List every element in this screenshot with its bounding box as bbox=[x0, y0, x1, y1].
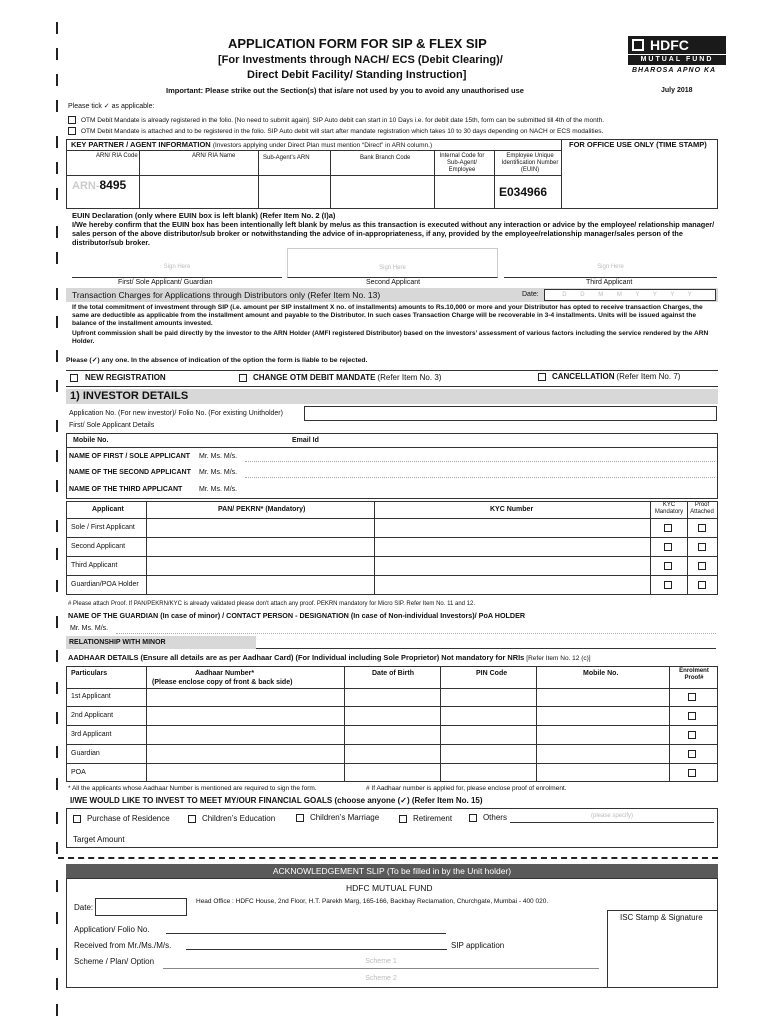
goal-checkbox[interactable] bbox=[73, 815, 81, 823]
name1-label: NAME OF FIRST / SOLE APPLICANT bbox=[69, 453, 191, 460]
euin-text: I/We hereby confirm that the EUIN box has been intentionally left blank by me/us as this transaction is executed without any interaction or advice by the employee/ relationship manager/ sales person of the above distributor/sub broker or notwithstanding the advice of in-appropriateness, if any, provided by the employee/relationship manager/sales person of the distributor/sub broker. bbox=[72, 220, 715, 247]
office-use-heading: FOR OFFICE USE ONLY (TIME STAMP) bbox=[569, 140, 707, 149]
transaction-date-label: Date: bbox=[522, 291, 539, 298]
isc-label: ISC Stamp & Signature bbox=[620, 913, 703, 922]
relationship-field[interactable] bbox=[256, 636, 716, 649]
form-title: APPLICATION FORM FOR SIP & FLEX SIP bbox=[228, 36, 487, 51]
options-intro: Please (✓) any one. In the absence of indication of the option the form is liable to be rejected. bbox=[66, 357, 368, 364]
kyc-checkbox[interactable] bbox=[664, 524, 672, 532]
sign-box-third[interactable]: Sign Here bbox=[504, 248, 717, 278]
app-no-field[interactable] bbox=[304, 406, 717, 421]
kyc-row-label: Third Applicant bbox=[71, 562, 118, 569]
ack-scheme2-field[interactable]: Scheme 2 bbox=[365, 975, 397, 982]
enrolment-checkbox[interactable] bbox=[688, 731, 696, 739]
ack-scheme-label: Scheme / Plan/ Option bbox=[74, 957, 155, 966]
col-pin: PIN Code bbox=[476, 670, 508, 677]
cut-line bbox=[58, 857, 718, 859]
col-aadhaar-number: Aadhaar Number* bbox=[195, 670, 255, 677]
investor-heading: 1) INVESTOR DETAILS bbox=[70, 390, 189, 402]
goal-checkbox[interactable] bbox=[399, 815, 407, 823]
col-subagent: Sub-Agent’s ARN bbox=[263, 155, 310, 161]
enrolment-checkbox[interactable] bbox=[688, 750, 696, 758]
kyc-checkbox[interactable] bbox=[664, 581, 672, 589]
goal-marriage[interactable]: Children’s Marriage bbox=[296, 814, 379, 822]
transaction-heading: Transaction Charges for Applications through Distributors only (Refer Item No. 13) bbox=[72, 290, 381, 300]
goal-education[interactable]: Children’s Education bbox=[188, 815, 275, 823]
col-kyc-mandatory: KYC Mandatory bbox=[654, 502, 684, 515]
mobile-field[interactable] bbox=[112, 434, 292, 446]
name1-titles: Mr. Ms. M/s. bbox=[199, 453, 238, 460]
aadhaar-row-label: POA bbox=[71, 769, 86, 776]
col-applicant: Applicant bbox=[92, 506, 124, 513]
tick-option-registered[interactable]: OTM Debit Mandate is already registered in the folio. [No need to submit again]. SIP Auto debit can start in 10 Days i.e. for debit date 15th, form can be submitted till 4th of the month. bbox=[68, 116, 604, 125]
form-subtitle-1: [For Investments through NACH/ ECS (Debit Clearing)/ bbox=[218, 54, 503, 66]
euin-field[interactable]: E034966 bbox=[499, 185, 548, 199]
euin-heading: EUIN Declaration (only where EUIN box is left blank) (Refer Item No. 2 (I)a) bbox=[72, 211, 336, 220]
sign-label-first: First/ Sole Applicant/ Guardian bbox=[118, 279, 213, 286]
important-note: Important: Please strike out the Section(s) that is/are not used by you to avoid any unauthorised use bbox=[166, 86, 524, 95]
col-proof: Proof Attached bbox=[690, 502, 714, 515]
tick-option-attached[interactable]: OTM Debit Mandate is attached and to be registered in the folio. SIP Auto debit will start after mandate registration which takes 10 to 30 days depending on NACH or ECS modalities. bbox=[68, 127, 603, 136]
kyc-note: # Please attach Proof. If PAN/PEKRN/KYC is already validated please don't attach any proof. PEKRN mandatory for Micro SIP. Refer Item No. 11 and 12. bbox=[68, 601, 476, 607]
proof-checkbox[interactable] bbox=[698, 581, 706, 589]
col-mobile: Mobile No. bbox=[583, 670, 619, 677]
name2-label: NAME OF THE SECOND APPLICANT bbox=[69, 469, 191, 476]
aadhaar-heading: AADHAAR DETAILS (Ensure all details are as per Aadhaar Card) (For Individual including Sole Proprietor) Not mandatory for NRIs [Refer Item No. 12 (c)] bbox=[68, 653, 591, 662]
transaction-text-2: Upfront commission shall be paid directly by the investor to the ARN Holder (AMFI registered Distributor) based on the investors’ assessment of various factors including the service rendered by the ARN Holder. bbox=[72, 330, 709, 346]
col-bank: Bank Branch Code bbox=[360, 155, 411, 161]
col-internal: Internal Code for Sub-Agent/ Employee bbox=[439, 153, 485, 173]
aadhaar-note-2: # If Aadhaar number is applied for, please enclose proof of enrolment. bbox=[366, 785, 567, 792]
col-dob: Date of Birth bbox=[372, 670, 414, 677]
goal-checkbox[interactable] bbox=[296, 814, 304, 822]
proof-checkbox[interactable] bbox=[698, 543, 706, 551]
email-label: Email Id bbox=[292, 437, 319, 444]
hdfc-square-icon bbox=[632, 39, 644, 51]
aadhaar-row-label: 3rd Applicant bbox=[71, 731, 112, 738]
change-mandate-checkbox[interactable] bbox=[239, 374, 247, 382]
tick-checkbox[interactable] bbox=[68, 116, 76, 124]
target-amount-label: Target Amount bbox=[73, 835, 125, 844]
kyc-table bbox=[66, 501, 718, 595]
ack-date-label: Date: bbox=[74, 903, 94, 912]
ack-app-no-label: Application/ Folio No. bbox=[74, 925, 150, 934]
aadhaar-row-label: 2nd Applicant bbox=[71, 712, 114, 719]
col-particulars: Particulars bbox=[71, 670, 108, 677]
sole-details-label: First/ Sole Applicant Details bbox=[69, 422, 155, 429]
tick-intro: Please tick ✓ as applicable: bbox=[68, 103, 155, 110]
col-aadhaar-note: (Please enclose copy of front & back side) bbox=[152, 679, 293, 686]
kyc-row-label: Second Applicant bbox=[71, 543, 126, 550]
col-arn: ARN/ RIA Code bbox=[96, 153, 138, 159]
arn-field[interactable]: ARN-8495 bbox=[72, 178, 127, 192]
sign-label-third: Third Applicant bbox=[586, 279, 633, 286]
enrolment-checkbox[interactable] bbox=[688, 712, 696, 720]
proof-checkbox[interactable] bbox=[698, 524, 706, 532]
kyc-row-label: Guardian/POA Holder bbox=[71, 581, 139, 588]
cancellation-checkbox[interactable] bbox=[538, 373, 546, 381]
option-cancellation[interactable]: CANCELLATION (Refer Item No. 7) bbox=[538, 373, 680, 381]
tick-checkbox[interactable] bbox=[68, 127, 76, 135]
transaction-date-field[interactable]: D D M M Y Y Y Y bbox=[544, 289, 716, 301]
guardian-field[interactable] bbox=[116, 623, 716, 634]
name3-label: NAME OF THE THIRD APPLICANT bbox=[69, 486, 183, 493]
enrolment-checkbox[interactable] bbox=[688, 693, 696, 701]
mobile-label: Mobile No. bbox=[73, 437, 109, 444]
option-new-registration[interactable]: NEW REGISTRATION bbox=[70, 374, 166, 382]
goal-retirement[interactable]: Retirement bbox=[399, 815, 452, 823]
sign-box-second[interactable]: Sign Here bbox=[287, 248, 498, 278]
name3-field[interactable] bbox=[245, 484, 715, 495]
ack-bar: ACKNOWLEDGEMENT SLIP (To be filled in by the Unit holder) bbox=[66, 864, 718, 878]
kyc-row-label: Sole / First Applicant bbox=[71, 524, 135, 531]
goal-others[interactable]: Others bbox=[469, 814, 507, 822]
goals-heading: I/WE WOULD LIKE TO INVEST TO MEET MY/OUR FINANCIAL GOALS (choose anyone (✓) (Refer Item No. 15) bbox=[70, 796, 483, 805]
aadhaar-note-1: * All the applicants whose Aadhaar Number is mentioned are required to sign the form. bbox=[68, 785, 317, 792]
ack-date-field[interactable] bbox=[95, 898, 187, 916]
sign-box-first[interactable]: Sign Here bbox=[72, 248, 282, 278]
ack-sip-label: SIP application bbox=[451, 941, 505, 950]
others-field[interactable]: (please specify) bbox=[510, 813, 714, 823]
transaction-text-1: If the total commitment of investment through SIP (i.e. amount per SIP installment X no. of installments) amounts to Rs.10,000 or more and your Distributor has opted to receive transaction Charges, the same are deductible as applicable from the installment amount and payable to the Distributor. In such cases Transaction Charge will be recoverable in 3-4 installments. Units will be issued against the balance of the installment amounts invested. bbox=[72, 304, 703, 328]
col-kyc: KYC Number bbox=[490, 506, 534, 513]
name3-titles: Mr. Ms. M/s. bbox=[199, 486, 238, 493]
goal-residence[interactable]: Purchase of Residence bbox=[73, 815, 170, 823]
ack-scheme1-field[interactable]: Scheme 1 bbox=[163, 955, 599, 969]
kyc-checkbox[interactable] bbox=[664, 543, 672, 551]
email-field[interactable] bbox=[320, 434, 716, 446]
guardian-heading: NAME OF THE GUARDIAN (In case of minor) / CONTACT PERSON - DESIGNATION (In case of Non-individual Investors)/ PoA HOLDER bbox=[68, 611, 526, 620]
col-pan: PAN/ PEKRN* (Mandatory) bbox=[218, 506, 306, 513]
guardian-titles: Mr. Ms. M/s. bbox=[70, 625, 109, 632]
relationship-label: RELATIONSHIP WITH MINOR bbox=[69, 639, 166, 646]
enrolment-checkbox[interactable] bbox=[688, 769, 696, 777]
form-date: July 2018 bbox=[661, 87, 693, 94]
aadhaar-row-label: 1st Applicant bbox=[71, 693, 111, 700]
name2-field[interactable] bbox=[245, 467, 715, 478]
kyc-checkbox[interactable] bbox=[664, 562, 672, 570]
ack-received-field[interactable] bbox=[186, 937, 447, 950]
hdfc-logo: HDFC MUTUAL FUND BHAROSA APNO KA bbox=[628, 36, 726, 82]
name2-titles: Mr. Ms. M/s. bbox=[199, 469, 238, 476]
col-enrolment: Enrolment Proof# bbox=[679, 668, 709, 681]
col-arn-name: ARN/ RIA Name bbox=[192, 153, 236, 159]
proof-checkbox[interactable] bbox=[698, 562, 706, 570]
ack-app-no-field[interactable] bbox=[166, 922, 446, 934]
form-subtitle-2: Direct Debit Facility/ Standing Instruction] bbox=[247, 69, 467, 81]
ack-head-office: Head Office : HDFC House, 2nd Floor, H.T. Parekh Marg, 165-166, Backbay Reclamation, Churchgate, Mumbai - 400 020. bbox=[196, 898, 549, 905]
app-no-label: Application No. (For new investor)/ Folio No. (For existing Unitholder) bbox=[69, 410, 283, 417]
sign-label-second: Second Applicant bbox=[366, 279, 421, 286]
goal-checkbox[interactable] bbox=[188, 815, 196, 823]
target-amount-field[interactable] bbox=[134, 832, 714, 844]
partner-heading: KEY PARTNER / AGENT INFORMATION (Investors applying under Direct Plan must mention “Direct” in ARN column.) bbox=[71, 140, 433, 149]
goal-checkbox[interactable] bbox=[469, 814, 477, 822]
ack-received-label: Received from Mr./Ms./M/s. bbox=[74, 941, 172, 950]
new-registration-checkbox[interactable] bbox=[70, 374, 78, 382]
aadhaar-row-label: Guardian bbox=[71, 750, 100, 757]
col-euin: Employee Unique Identification Number (EUIN) bbox=[501, 153, 559, 173]
ack-company: HDFC MUTUAL FUND bbox=[346, 883, 433, 893]
name1-field[interactable] bbox=[245, 451, 715, 462]
option-change-mandate[interactable]: CHANGE OTM DEBIT MANDATE (Refer Item No. 3) bbox=[239, 374, 441, 382]
